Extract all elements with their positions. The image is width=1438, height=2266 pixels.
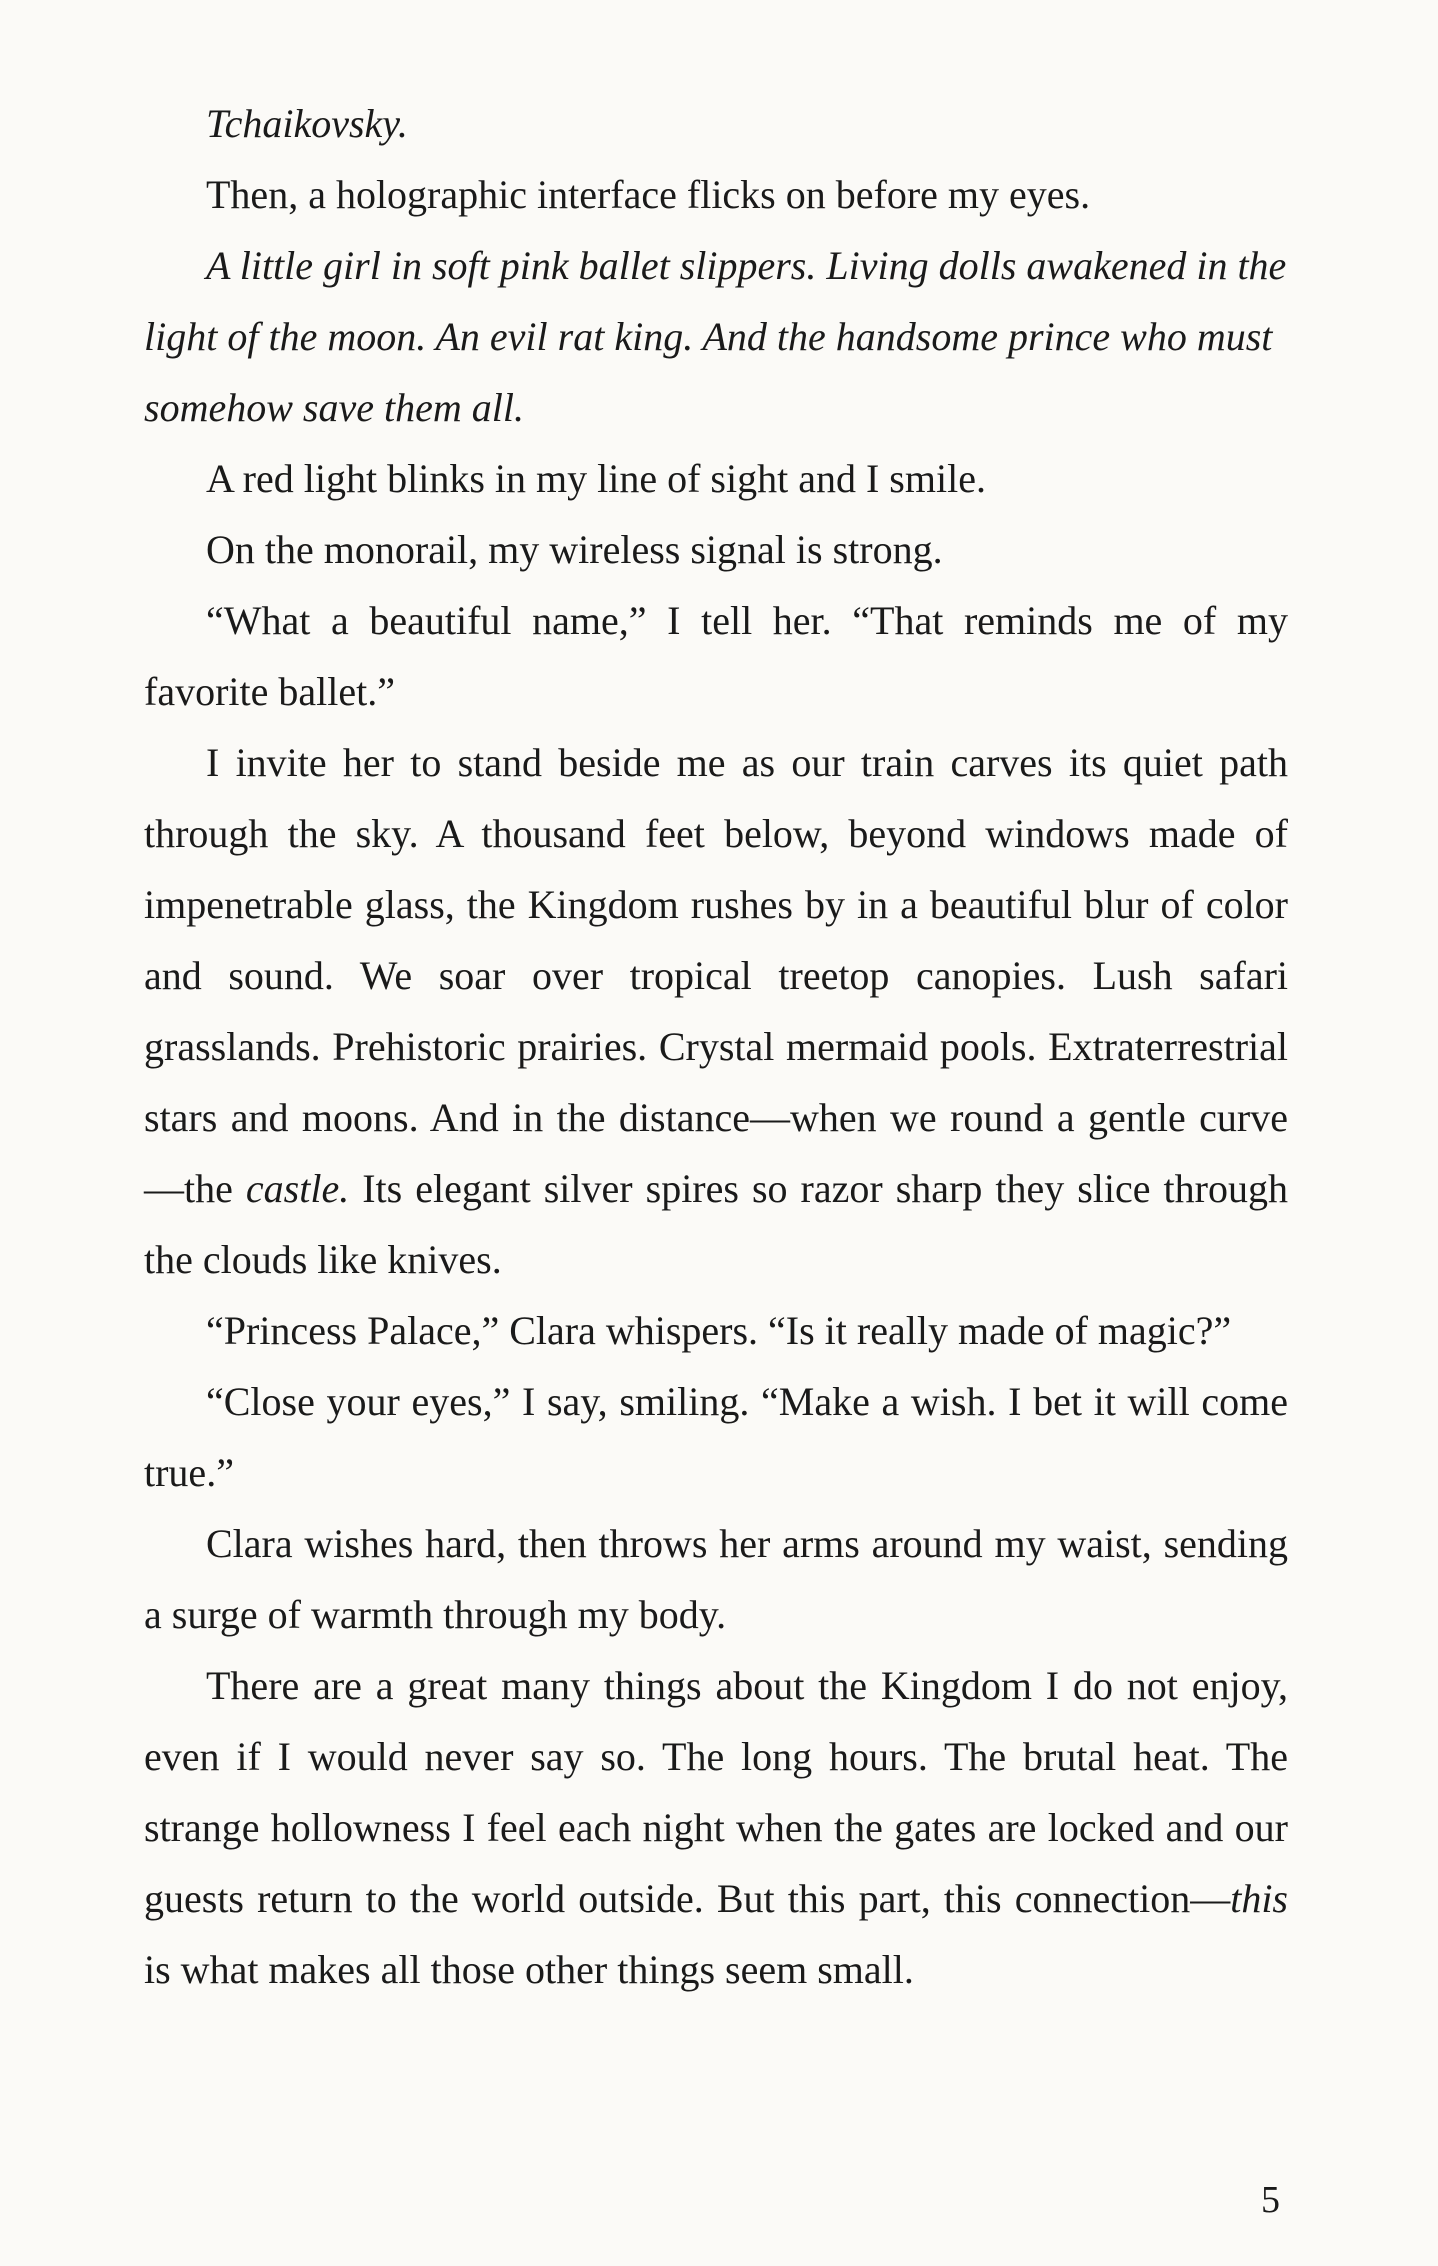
paragraph-text: Clara wishes hard, then throws her arms around my waist, sending a surge of warmth through my body. <box>144 1521 1288 1637</box>
paragraph-text: I invite her to stand beside me as our train carves its quiet path through the sky. A thousand feet below, beyond windows made of impenetrable glass, the Kingdom rushes by in a beautiful blur of color and sound. We soar over tropical treetop canopies. Lush safari grasslands. Prehistoric prairies. Crystal mermaid pools. Extraterrestrial stars and moons. And in the distance—when we round a gentle curve—the <box>144 740 1288 1211</box>
paragraph <box>144 1366 1288 1508</box>
paragraph-text: There are a great many things about the Kingdom I do not enjoy, even if I would never say so. The long hours. The brutal heat. The strange hollowness I feel each night when the gates are locked and our guests return to the world outside. But this part, this connection— <box>144 1663 1288 1921</box>
paragraph <box>144 1295 1288 1366</box>
paragraph-text: is what makes all those other things seem small. <box>144 1947 914 1992</box>
paragraph-text: Its elegant silver spires so razor sharp they slice through the clouds like knives. <box>144 1166 1288 1282</box>
paragraph <box>144 1508 1288 1650</box>
paragraph <box>144 727 1288 1295</box>
paragraph-text: “Close your eyes,” I say, smiling. “Make a wish. I bet it will come true.” <box>144 1379 1288 1495</box>
paragraph <box>144 1650 1288 2005</box>
paragraph-text: “Princess Palace,” Clara whispers. “Is it really made of magic?” <box>206 1308 1232 1353</box>
page-number: 5 <box>1261 2179 1280 2221</box>
body-text <box>144 88 1288 2005</box>
paragraph-text: Tchaikovsky. <box>206 101 408 146</box>
paragraph <box>144 230 1288 443</box>
paragraph-text: Then, a holographic interface flicks on before my eyes. <box>206 172 1091 217</box>
paragraph <box>144 443 1288 514</box>
paragraph <box>144 585 1288 727</box>
paragraph-text: A little girl in soft pink ballet slippers. Living dolls awakened in the light of the moon. An evil rat king. And the handsome prince who must somehow save them all. <box>144 243 1287 430</box>
paragraph-text-italic: this <box>1230 1876 1288 1921</box>
paragraph-text: On the monorail, my wireless signal is strong. <box>206 527 943 572</box>
paragraph <box>144 514 1288 585</box>
paragraph-text-italic: castle. <box>245 1166 350 1211</box>
paragraph-text: A red light blinks in my line of sight and I smile. <box>206 456 986 501</box>
paragraph <box>144 88 1288 159</box>
paragraph <box>144 159 1288 230</box>
paragraph-text: “What a beautiful name,” I tell her. “That reminds me of my favorite ballet.” <box>144 598 1288 714</box>
